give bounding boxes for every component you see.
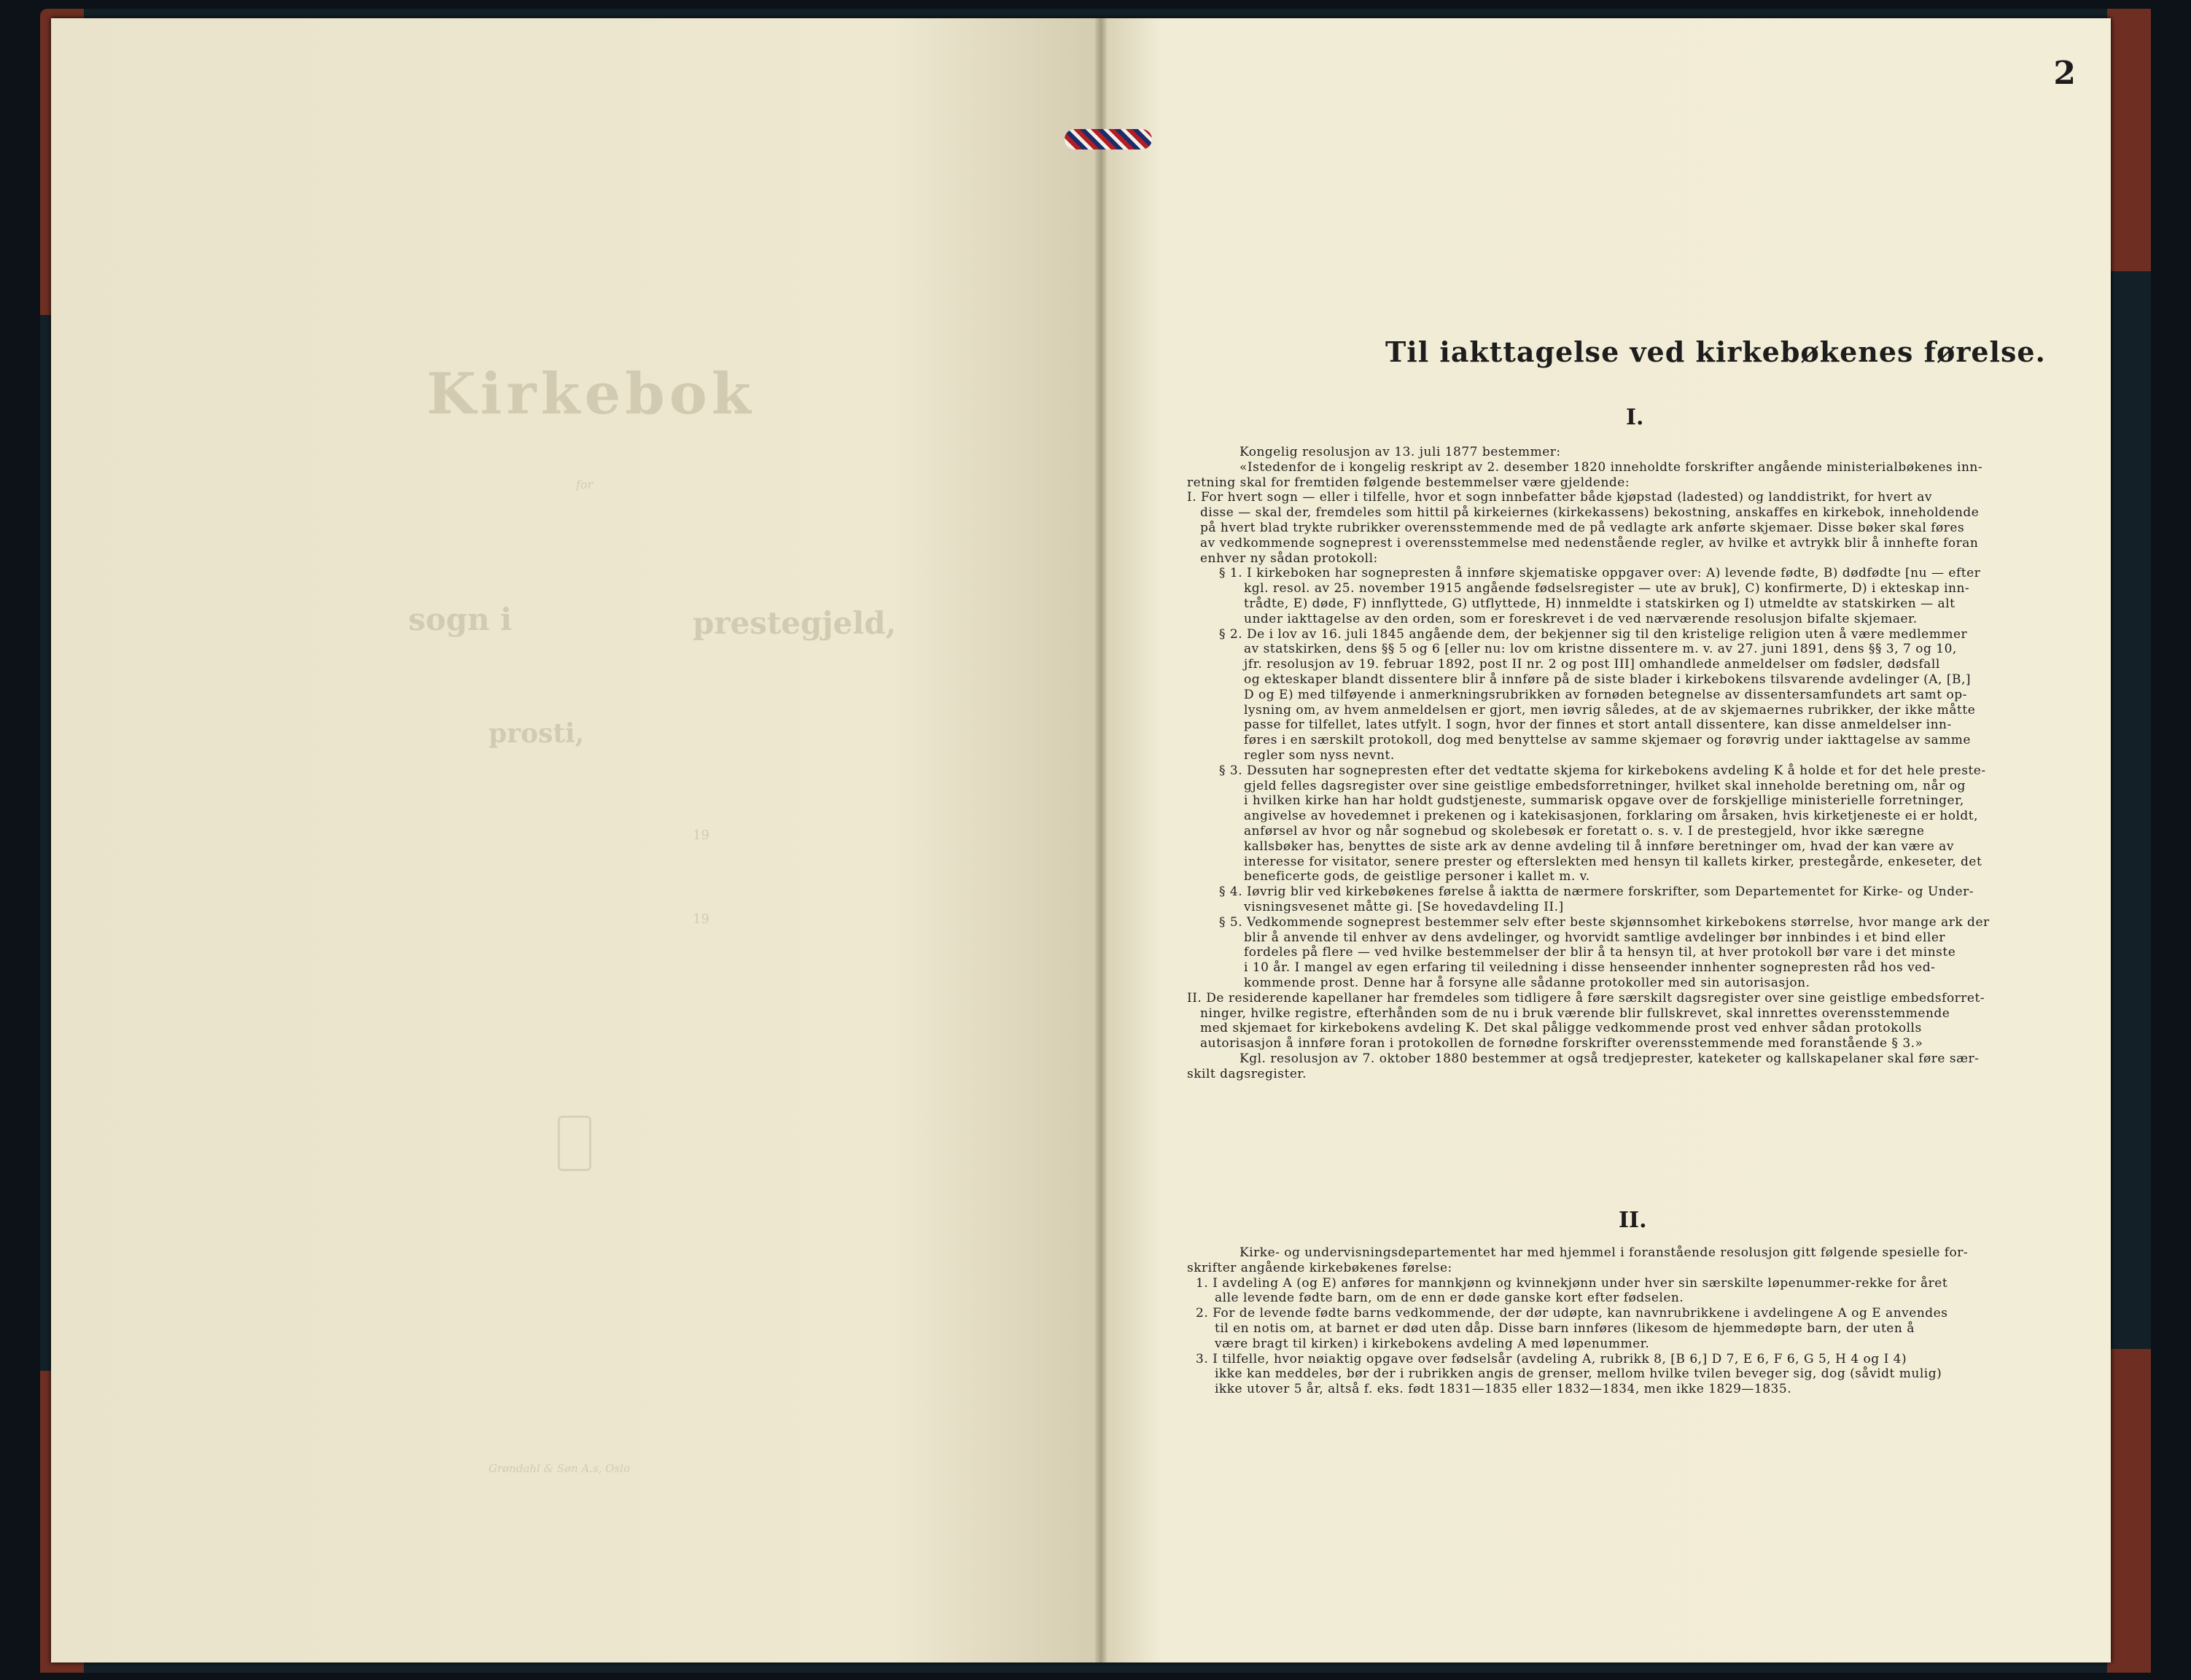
text-line: visningsvesenet måtte gi. [Se hovedavdeling II.] bbox=[1244, 900, 1564, 914]
text-line: 3. I tilfelle, hvor nøiaktig opgave over fødselsår (avdeling A, rubrikk 8, [B 6,] D 7, E 6, F 6, G 5, H 4 og I 4) bbox=[1196, 1351, 1907, 1366]
faded-title: Kirkebok bbox=[427, 361, 755, 427]
text-line: ikke kan meddeles, bør der i rubrikken angis de grenser, mellom hvilke tvilen beveger sig, dog (såvidt mulig) bbox=[1215, 1366, 1942, 1382]
text-line: autorisasjon å innføre foran i protokollen de fornødne forskrifter overensstemmende med foranstående § 3.» bbox=[1200, 1036, 1923, 1051]
document-title: Til iakttagelse ved kirkebøkenes førelse. bbox=[1385, 335, 2046, 368]
section-2-numeral: II. bbox=[1619, 1208, 1647, 1233]
text-line: Kirke- og undervisningsdepartementet har med hjemmel i foranstående resolusjon gitt følgende spesielle for- bbox=[1240, 1245, 1969, 1260]
text-line: gjeld felles dagsregister over sine geistlige embedsforretninger, hvilket skal inneholde beretning om, når og bbox=[1244, 778, 1966, 793]
text-line: 2. For de levende fødte barns vedkommende, der dør udøpte, kan navnrubrikkene i avdelingene A og E anvendes bbox=[1196, 1306, 1948, 1321]
text-line: I. For hvert sogn — eller i tilfelle, hvor et sogn innbefatter både kjøpstad (ladested) og landdistrikt, for hvert av bbox=[1187, 490, 1932, 505]
book-gutter bbox=[1095, 18, 1107, 1662]
text-line: i hvilken kirke han har holdt gudstjeneste, summarisk opgave over de forskjellige ministerielle forretninger, bbox=[1244, 793, 1964, 809]
text-line: kommende prost. Denne har å forsyne alle sådanne protokoller med sin autorisasjon. bbox=[1244, 976, 1810, 990]
faded-emblem bbox=[558, 1116, 591, 1171]
cover-corner-top-right bbox=[2107, 9, 2151, 271]
text-line: av statskirken, dens §§ 5 og 6 [eller nu: lov om kristne dissentere m. v. av 27. juni 1891, dens §§ 3, 7 og 10, bbox=[1244, 642, 1957, 657]
text-line: av vedkommende sogneprest i overensstemmelse med nedenstående regler, av hvilke et avtrykk blir å innhefte foran bbox=[1200, 535, 1979, 551]
text-line: «Istedenfor de i kongelig reskript av 2. desember 1820 inneholdte forskrifter angående ministerialbøkenes inn- bbox=[1240, 459, 1983, 475]
text-line: passe for tilfellet, lates utfylt. I sogn, hvor der finnes et stort antall dissentere, kan disse anmeldelser inn- bbox=[1244, 718, 1952, 733]
text-line: ikke utover 5 år, altså f. eks. født 1831—1835 eller 1832—1834, men ikke 1829—1835. bbox=[1215, 1382, 1792, 1397]
text-line: fordeles på flere — ved hvilke bestemmelser der blir å ta hensyn til, at hver protokoll bør vare i det minste bbox=[1244, 945, 1956, 960]
text-line: kgl. resol. av 25. november 1915 angående fødselsregister — ute av bruk], C) konfirmerte, D) i ekteskap inn- bbox=[1244, 581, 1970, 596]
text-line: jfr. resolusjon av 19. februar 1892, post II nr. 2 og post III] omhandlede anmeldelser om fødsler, dødsfall bbox=[1244, 657, 1940, 672]
text-line: alle levende fødte barn, om de enn er døde ganske kort efter fødselen. bbox=[1215, 1291, 1684, 1306]
faded-year-2: 19 bbox=[693, 911, 709, 927]
text-line: med skjemaet for kirkebokens avdeling K. Det skal påligge vedkommende prost ved enhver sådan protokolls bbox=[1200, 1021, 1922, 1036]
text-line: anførsel av hvor og når sognebud og skolebesøk er foretatt o. s. v. I de prestegjeld, hvor ikke særegne bbox=[1244, 824, 1925, 839]
text-line: beneficerte gods, de geistlige personer i kallet m. v. bbox=[1244, 869, 1590, 884]
binding-thread bbox=[1065, 129, 1152, 149]
text-line: skrifter angående kirkebøkenes førelse: bbox=[1187, 1260, 1452, 1275]
faded-prestegjeld: prestegjeld, bbox=[693, 605, 897, 641]
text-line: Kgl. resolusjon av 7. oktober 1880 bestemmer at også tredjeprester, kateketer og kallskapelaner skal føre sær- bbox=[1240, 1051, 1980, 1066]
text-line: trådte, E) døde, F) innflyttede, G) utflyttede, H) innmeldte i statskirken og I) utmeldte av statskirken — alt bbox=[1244, 596, 1955, 611]
text-line: under iakttagelse av den orden, som er foreskrevet i de ved nærværende resolusjon bifalte skjemaer. bbox=[1244, 611, 1918, 626]
text-line: enhver ny sådan protokoll: bbox=[1200, 551, 1378, 566]
text-line: retning skal for fremtiden følgende bestemmelser være gjeldende: bbox=[1187, 475, 1630, 490]
text-line: ninger, hvilke registre, efterhånden som de nu i bruk værende blir fullskrevet, skal innrettes overensstemmende bbox=[1200, 1006, 1950, 1021]
text-line: i 10 år. I mangel av egen erfaring til veiledning i disse henseender innhenter sognepresten råd hos ved- bbox=[1244, 960, 1936, 976]
text-line: interesse for visitator, senere prester og efterslekten med hensyn til kallets kirker, prestegårde, enkeseter, det bbox=[1244, 854, 1982, 869]
text-line: § 4. Iøvrig blir ved kirkebøkenes førelse å iaktta de nærmere forskrifter, som Departementet for Kirke- og Under- bbox=[1219, 884, 1974, 900]
text-line: skilt dagsregister. bbox=[1187, 1066, 1307, 1081]
text-line: § 3. Dessuten har sognepresten efter det vedtatte skjema for kirkebokens avdeling K å holde et for det hele preste- bbox=[1219, 763, 1986, 778]
faded-for: for bbox=[576, 478, 594, 491]
text-line: II. De residerende kapellaner har fremdeles som tidligere å føre særskilt dagsregister over sine geistlige embedsforret- bbox=[1187, 990, 1985, 1006]
faded-prosti: prosti, bbox=[489, 718, 585, 749]
text-line: og ekteskaper blandt dissentere blir å innføre på de siste blader i kirkebokens tilsvarende avdelinger (A, [B,] bbox=[1244, 672, 1971, 687]
faded-printer: Grøndahl & Søn A.s, Oslo bbox=[489, 1462, 631, 1475]
text-line: blir å anvende til enhver av dens avdelinger, og hvorvidt samtlige avdelinger bør innbindes i et bind eller bbox=[1244, 930, 1946, 945]
text-line: § 1. I kirkeboken har sognepresten å innføre skjematiske oppgaver over: A) levende fødte, B) dødfødte [nu — efter bbox=[1219, 566, 1981, 581]
page-number: 2 bbox=[2053, 55, 2076, 92]
text-line: lysning om, av hvem anmeldelsen er gjort, men iøvrig således, at de av skjemaernes rubrikker, der ikke måtte bbox=[1244, 702, 1976, 718]
text-line: på hvert blad trykte rubrikker overensstemmende med de på vedlagte ark anførte skjemaer. Disse bøker skal føres bbox=[1200, 521, 1965, 535]
text-line: til en notis om, at barnet er død uten dåp. Disse barn innføres (likesom de hjemmedøpte barn, der uten å bbox=[1215, 1321, 1915, 1336]
text-line: angivelse av hovedemnet i prekenen og i katekisasjonen, forklaring om årsaken, hvis kirketjeneste ei er holdt, bbox=[1244, 809, 1978, 824]
text-line: D og E) med tilføyende i anmerkningsrubrikken av fornøden betegnelse av dissentersamfundets art samt op- bbox=[1244, 687, 1967, 702]
cover-corner-bottom-right bbox=[2107, 1349, 2151, 1673]
text-line: regler som nyss nevnt. bbox=[1244, 748, 1395, 763]
text-line: være bragt til kirken) i kirkebokens avdeling A med løpenummer. bbox=[1215, 1336, 1650, 1351]
text-line: § 5. Vedkommende sogneprest bestemmer selv efter beste skjønnsomhet kirkebokens størrelse, hvor mange ark der bbox=[1219, 914, 1990, 930]
text-line: 1. I avdeling A (og E) anføres for mannkjønn og kvinnekjønn under hver sin særskilte løpenummer-rekke for året bbox=[1196, 1275, 1948, 1291]
faded-year-1: 19 bbox=[693, 828, 709, 843]
section-1-numeral: I. bbox=[1626, 405, 1644, 430]
faded-sogn-line: sogn i bbox=[408, 602, 513, 637]
text-line: § 2. De i lov av 16. juli 1845 angående dem, der bekjenner sig til den kristelige religion uten å være medlemmer bbox=[1219, 626, 1968, 642]
text-line: Kongelig resolusjon av 13. juli 1877 bestemmer: bbox=[1240, 445, 1561, 459]
left-page bbox=[51, 18, 1101, 1662]
text-line: føres i en særskilt protokoll, dog med benyttelse av samme skjemaer og forøvrig under iakttagelse av samme bbox=[1244, 733, 1971, 748]
text-line: disse — skal der, fremdeles som hittil på kirkeiernes (kirkekassens) bekostning, anskaffes en kirkebok, inneholdende bbox=[1200, 505, 1980, 521]
text-line: kallsbøker has, benyttes de siste ark av denne avdeling til å innføre beretninger om, hvad der kan være av bbox=[1244, 839, 1954, 854]
